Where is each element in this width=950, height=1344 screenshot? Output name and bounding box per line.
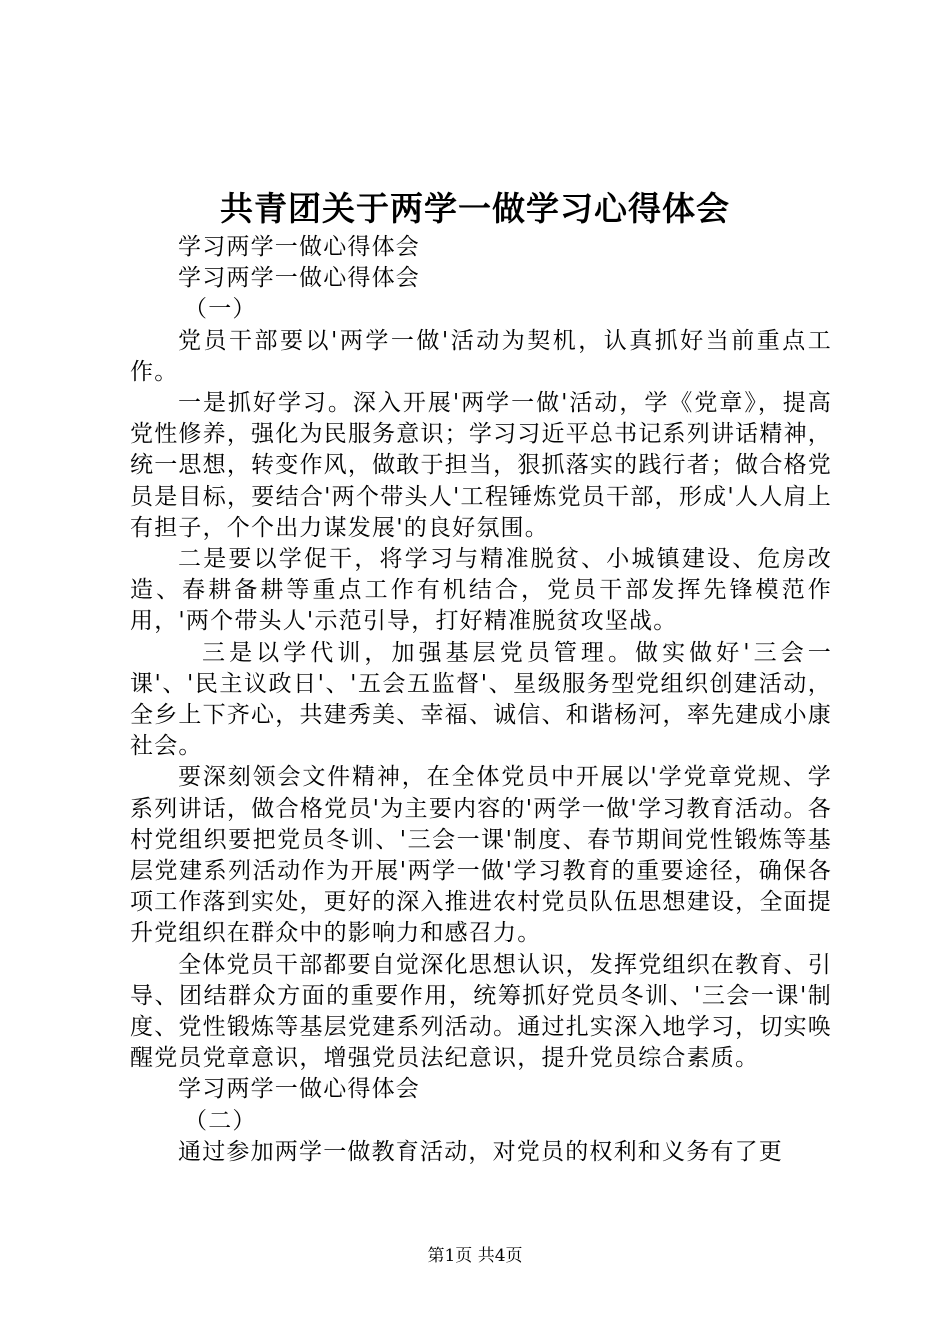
paragraph: 一是抓好学习。深入开展'两学一做'活动，学《党章》，提高党性修养，强化为民服务意识；学习习近平总书记系列讲话精神，统一思想，转变作风，做敢于担当，狠抓落实的践行者；做合格党员是目标，要结合'两个带头人'工程锤炼党员干部，形成'人人肩上有担子，个个出力谋发展'的良好氛围。 bbox=[130, 390, 832, 541]
section-heading: 学习两学一做心得体会 bbox=[178, 265, 420, 292]
section-heading: 学习两学一做心得体会 bbox=[178, 234, 420, 260]
document-body bbox=[130, 232, 832, 1168]
paragraph: 全体党员干部都要自觉深化思想认识，发挥党组织在教育、引导、团结群众方面的重要作用，统筹抓好党员冬训、'三会一课'制度、党性锻炼等基层党建系列活动。通过扎实深入地学习，切实唤醒党员党章意识，增强党员法纪意识，提升党员综合素质。 bbox=[130, 951, 832, 1072]
section-heading: 学习两学一做心得体会 bbox=[178, 1076, 420, 1103]
section-number: （二） bbox=[184, 1107, 257, 1134]
section-number: （一） bbox=[184, 296, 257, 323]
document-title: 共青团关于两学一做学习心得体会 bbox=[220, 189, 730, 228]
paragraph: 要深刻领会文件精神，在全体党员中开展以'学党章党规、学系列讲话，做合格党员'为主要内容的'两学一做'学习教育活动。各村党组织要把党员冬训、'三会一课'制度、春节期间党性锻炼等基层党建系列活动作为开展'两学一做'学习教育的重要途径，确保各项工作落到实处，更好的深入推进农村党员队伍思想建设，全面提升党组织在群众中的影响力和感召力。 bbox=[130, 764, 832, 947]
paragraph: 三是以学代训，加强基层党员管理。做实做好'三会一课'、'民主议政日'、'五会五监督'、星级服务型党组织创建活动，全乡上下齐心，共建秀美、幸福、诚信、和谐杨河，率先建成小康社会。 bbox=[130, 639, 832, 760]
paragraph: 二是要以学促干，将学习与精准脱贫、小城镇建设、危房改造、春耕备耕等重点工作有机结合，党员干部发挥先锋模范作用，'两个带头人'示范引导，打好精准脱贫攻坚战。 bbox=[130, 546, 832, 635]
paragraph: 党员干部要以'两学一做'活动为契机，认真抓好当前重点工作。 bbox=[130, 327, 832, 385]
page-footer: 第1页 共4页 bbox=[427, 1246, 523, 1266]
paragraph: 通过参加两学一做教育活动，对党员的权利和义务有了更 bbox=[178, 1138, 783, 1165]
